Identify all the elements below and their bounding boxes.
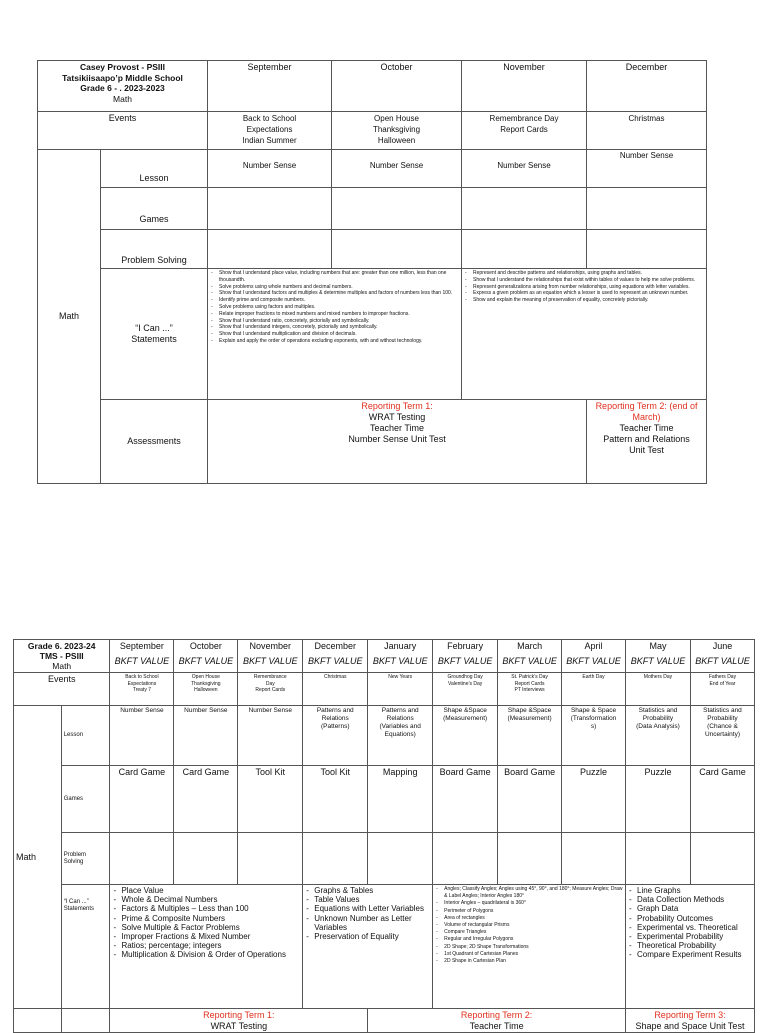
list-item: - Graphs & Tables <box>305 886 430 895</box>
list-item: - Experimental vs. Theoretical <box>628 923 752 932</box>
i-can-list <box>435 886 623 965</box>
month-header: January BKFT VALUE <box>368 640 433 673</box>
list-item: - Represent generalizations arising from number relationships, using equations with letter variables. <box>464 284 704 291</box>
i-can-number-sense <box>208 269 462 400</box>
month-header: November <box>462 61 587 112</box>
games-cell <box>462 188 587 230</box>
list-item: - Interior Angles – quadrilateral is 360° <box>435 900 623 907</box>
events-label: Events <box>38 112 208 150</box>
games-cell: Board Game <box>433 766 498 833</box>
i-can-statistics <box>626 885 755 1009</box>
events-cell: Remembrance Day Report Cards <box>462 112 587 150</box>
grade-year: Grade 6 - . 2023-2023 <box>80 83 165 93</box>
events-cell: Open House Thanksgiving Halloween <box>332 112 462 150</box>
lesson-cell: Number Sense <box>587 150 707 188</box>
events-cell: Open House Thanksgiving Halloween <box>174 673 238 706</box>
list-item: - Table Values <box>305 895 430 904</box>
problem-solving-cell <box>626 833 691 885</box>
plan-header <box>38 61 208 112</box>
list-item: - Show and explain the meaning of preservation of equality, concretely pictorially. <box>464 297 704 304</box>
list-item: - Theoretical Probability <box>628 941 752 950</box>
list-item: - Compare Experiment Results <box>628 950 752 959</box>
problem-solving-cell <box>174 833 238 885</box>
term1-title: Reporting Term 1: <box>361 401 433 411</box>
lesson-cell: Number Sense <box>238 706 303 766</box>
events-cell: Back to School Expectations Indian Summer <box>208 112 332 150</box>
assessments-blank <box>14 1009 62 1033</box>
grade-year: Grade 6. 2023-24 <box>27 641 96 651</box>
list-item: - Line Graphs <box>628 886 752 895</box>
i-can-label: “I Can ...” Statements <box>101 269 208 400</box>
lesson-cell: Number Sense <box>208 150 332 188</box>
list-item: - 1st Quadrant of Cartesian Planes <box>435 951 623 958</box>
month-header: May BKFT VALUE <box>626 640 691 673</box>
teacher-name: Casey Provost - PSIII <box>79 62 166 72</box>
list-item: - Identify prime and composite numbers. <box>210 297 459 304</box>
problem-solving-cell <box>498 833 562 885</box>
lesson-label: Lesson <box>101 150 208 188</box>
problem-solving-cell <box>690 833 754 885</box>
games-cell: Puzzle <box>562 766 626 833</box>
month-header: November BKFT VALUE <box>238 640 303 673</box>
lesson-cell: Shape &Space (Measurement) <box>433 706 498 766</box>
term3-title: Reporting Term 3: <box>654 1010 726 1020</box>
lesson-cell: Shape & Space (Transformation s) <box>562 706 626 766</box>
lesson-cell: Number Sense <box>332 150 462 188</box>
events-cell: Christmas <box>303 673 368 706</box>
school-name: Tatsikiisaapo’p Middle School <box>62 72 183 83</box>
events-cell: Groundhog Day Valentine’s Day <box>433 673 498 706</box>
term1-assessment: Reporting Term 1: WRAT Testing <box>110 1009 368 1033</box>
list-item: - Solve problems using factors and multiples. <box>210 304 459 311</box>
problem-solving-cell <box>368 833 433 885</box>
term2-assessment: Reporting Term 2: (end of March) Teacher Time Pattern and Relations Unit Test <box>587 400 707 484</box>
list-item: - Express a given problem as an equation which a lesser is used to represent an unknown number. <box>464 290 704 297</box>
problem-solving-cell <box>433 833 498 885</box>
term1-assessment: Reporting Term 1: WRAT Testing Teacher Time Number Sense Unit Test <box>208 400 587 484</box>
lesson-cell: Shape &Space (Measurement) <box>498 706 562 766</box>
list-item: - Regular and Irregular Polygons <box>435 936 623 943</box>
i-can-label: “I Can ...” Statements <box>61 885 110 1009</box>
math-label: Math <box>38 150 101 484</box>
lesson-cell: Number Sense <box>174 706 238 766</box>
month-header: December BKFT VALUE <box>303 640 368 673</box>
i-can-patterns <box>462 269 707 400</box>
list-item: - Unknown Number as Letter Variables <box>305 914 430 932</box>
month-header: September BKFT VALUE <box>110 640 174 673</box>
problem-solving-cell <box>462 230 587 269</box>
i-can-shape-space <box>433 885 626 1009</box>
list-item: - Ratios; percentage; integers <box>112 941 300 950</box>
games-cell <box>332 188 462 230</box>
list-item: - Area of rectangles <box>435 915 623 922</box>
problem-solving-cell <box>208 230 332 269</box>
list-item: - Probability Outcomes <box>628 914 752 923</box>
events-cell: Earth Day <box>562 673 626 706</box>
games-cell: Board Game <box>498 766 562 833</box>
list-item: - Show that I understand integers, concretely, pictorially and symbolically. <box>210 324 459 331</box>
subject: Math <box>113 93 132 104</box>
problem-solving-cell <box>110 833 174 885</box>
games-cell <box>587 188 707 230</box>
games-cell: Tool Kit <box>238 766 303 833</box>
lesson-cell: Statistics and Probability (Chance & Uncertainty) <box>690 706 754 766</box>
list-item: - Improper Fractions & Mixed Number <box>112 932 300 941</box>
assessments-blank <box>61 1009 110 1033</box>
games-cell: Mapping <box>368 766 433 833</box>
games-cell: Tool Kit <box>303 766 368 833</box>
games-cell: Puzzle <box>626 766 691 833</box>
month-header: October <box>332 61 462 112</box>
list-item: - Show that I understand the relationships that exist within tables of values to help me solve problems. <box>464 277 704 284</box>
term-plan-table-2023 <box>37 60 707 484</box>
term1-title: Reporting Term 1: <box>203 1010 275 1020</box>
month-header: December <box>587 61 707 112</box>
events-cell: Back to School Expectations Treaty 7 <box>110 673 174 706</box>
month-header: October BKFT VALUE <box>174 640 238 673</box>
list-item: - Show that I understand multiplication and division of decimals. <box>210 331 459 338</box>
list-item: - Prime & Composite Numbers <box>112 914 300 923</box>
list-item: - Whole & Decimal Numbers <box>112 895 300 904</box>
problem-solving-cell <box>587 230 707 269</box>
month-header: February BKFT VALUE <box>433 640 498 673</box>
list-item: - Angles; Classify Angles; Angles using 45°, 90°, and 180°; Measure Angles; Draw & Label Angles; Interior Angles 180° <box>435 886 623 900</box>
list-item: - Multiplication & Division & Order of Operations <box>112 950 300 959</box>
list-item: - Place Value <box>112 886 300 895</box>
list-item: - Show that I understand factors and multiples & determine multiples and factors of numbers less than 100. <box>210 290 459 297</box>
month-header: September <box>208 61 332 112</box>
events-cell: Remembrance Day Report Cards <box>238 673 303 706</box>
games-cell: Card Game <box>690 766 754 833</box>
year-plan-table-2023-24 <box>13 639 755 1033</box>
games-cell: Card Game <box>110 766 174 833</box>
school-name: TMS - PSIII <box>39 651 84 661</box>
games-label: Games <box>61 766 110 833</box>
list-item: - 2D Shape; 2D Shape Transformations <box>435 944 623 951</box>
lesson-cell: Patterns and Relations (Variables and Equations) <box>368 706 433 766</box>
list-item: - Graph Data <box>628 904 752 913</box>
list-item: - Data Collection Methods <box>628 895 752 904</box>
events-cell: New Years <box>368 673 433 706</box>
list-item: - Explain and apply the order of operations excluding exponents, with and without technology. <box>210 338 459 345</box>
list-item: - Show that I understand place value, including numbers that are: greater than one million, less than one thousandth. <box>210 270 459 284</box>
month-header: April BKFT VALUE <box>562 640 626 673</box>
i-can-patterns <box>303 885 433 1009</box>
list-item: - Volume of rectangular Prisms <box>435 922 623 929</box>
term2-title: Reporting Term 2: <box>460 1010 533 1020</box>
list-item: - Compare Triangles <box>435 929 623 936</box>
list-item: - Show that I understand ratio, concretely, pictorially and symbolically. <box>210 318 459 325</box>
list-item: - Solve Multiple & Factor Problems <box>112 923 300 932</box>
i-can-list <box>628 886 752 960</box>
list-item: - Experimental Probability <box>628 932 752 941</box>
month-header: June BKFT VALUE <box>690 640 754 673</box>
list-item: - Preservation of Equality <box>305 932 430 941</box>
term3-assessment: Reporting Term 3: Shape and Space Unit Test <box>626 1009 755 1033</box>
list-item: - Solve problems using whole numbers and decimal numbers. <box>210 284 459 291</box>
i-can-number-sense <box>110 885 303 1009</box>
problem-solving-cell <box>303 833 368 885</box>
i-can-list <box>305 886 430 941</box>
events-cell: St. Patrick’s Day Report Cards PT Interviews <box>498 673 562 706</box>
math-label: Math <box>14 706 62 1009</box>
plan-header <box>14 640 110 673</box>
assessments-label: Assessments <box>101 400 208 484</box>
lesson-cell: Statistics and Probability (Data Analysis) <box>626 706 691 766</box>
list-item: - Represent and describe patterns and relationships, using graphs and tables. <box>464 270 704 277</box>
problem-solving-label: Problem Solving <box>101 230 208 269</box>
problem-solving-cell <box>562 833 626 885</box>
problem-solving-cell <box>238 833 303 885</box>
events-label: Events <box>14 673 110 706</box>
list-item: - Factors & Multiples – Less than 100 <box>112 904 300 913</box>
lesson-cell: Number Sense <box>110 706 174 766</box>
games-label: Games <box>101 188 208 230</box>
i-can-list <box>112 886 300 960</box>
problem-solving-cell <box>332 230 462 269</box>
list-item: - Equations with Letter Variables <box>305 904 430 913</box>
games-cell <box>208 188 332 230</box>
list-item: - Perimeter of Polygons <box>435 908 623 915</box>
events-cell: Christmas <box>587 112 707 150</box>
i-can-list <box>210 270 459 345</box>
problem-solving-label: Problem Solving <box>61 833 110 885</box>
list-item: - 2D Shape in Cartesian Plan <box>435 958 623 965</box>
events-cell: Fathers Day End of Year <box>690 673 754 706</box>
lesson-cell: Number Sense <box>462 150 587 188</box>
term2-assessment: Reporting Term 2: Teacher Time <box>368 1009 626 1033</box>
lesson-cell: Patterns and Relations (Patterns) <box>303 706 368 766</box>
term2-title: Reporting Term 2: (end of March) <box>595 401 698 422</box>
events-cell: Mothers Day <box>626 673 691 706</box>
games-cell: Card Game <box>174 766 238 833</box>
lesson-label: Lesson <box>61 706 110 766</box>
month-header: March BKFT VALUE <box>498 640 562 673</box>
i-can-list <box>464 270 704 304</box>
subject: Math <box>52 661 72 671</box>
list-item: - Relate improper fractions to mixed numbers and mixed numbers to improper fractions. <box>210 311 459 318</box>
